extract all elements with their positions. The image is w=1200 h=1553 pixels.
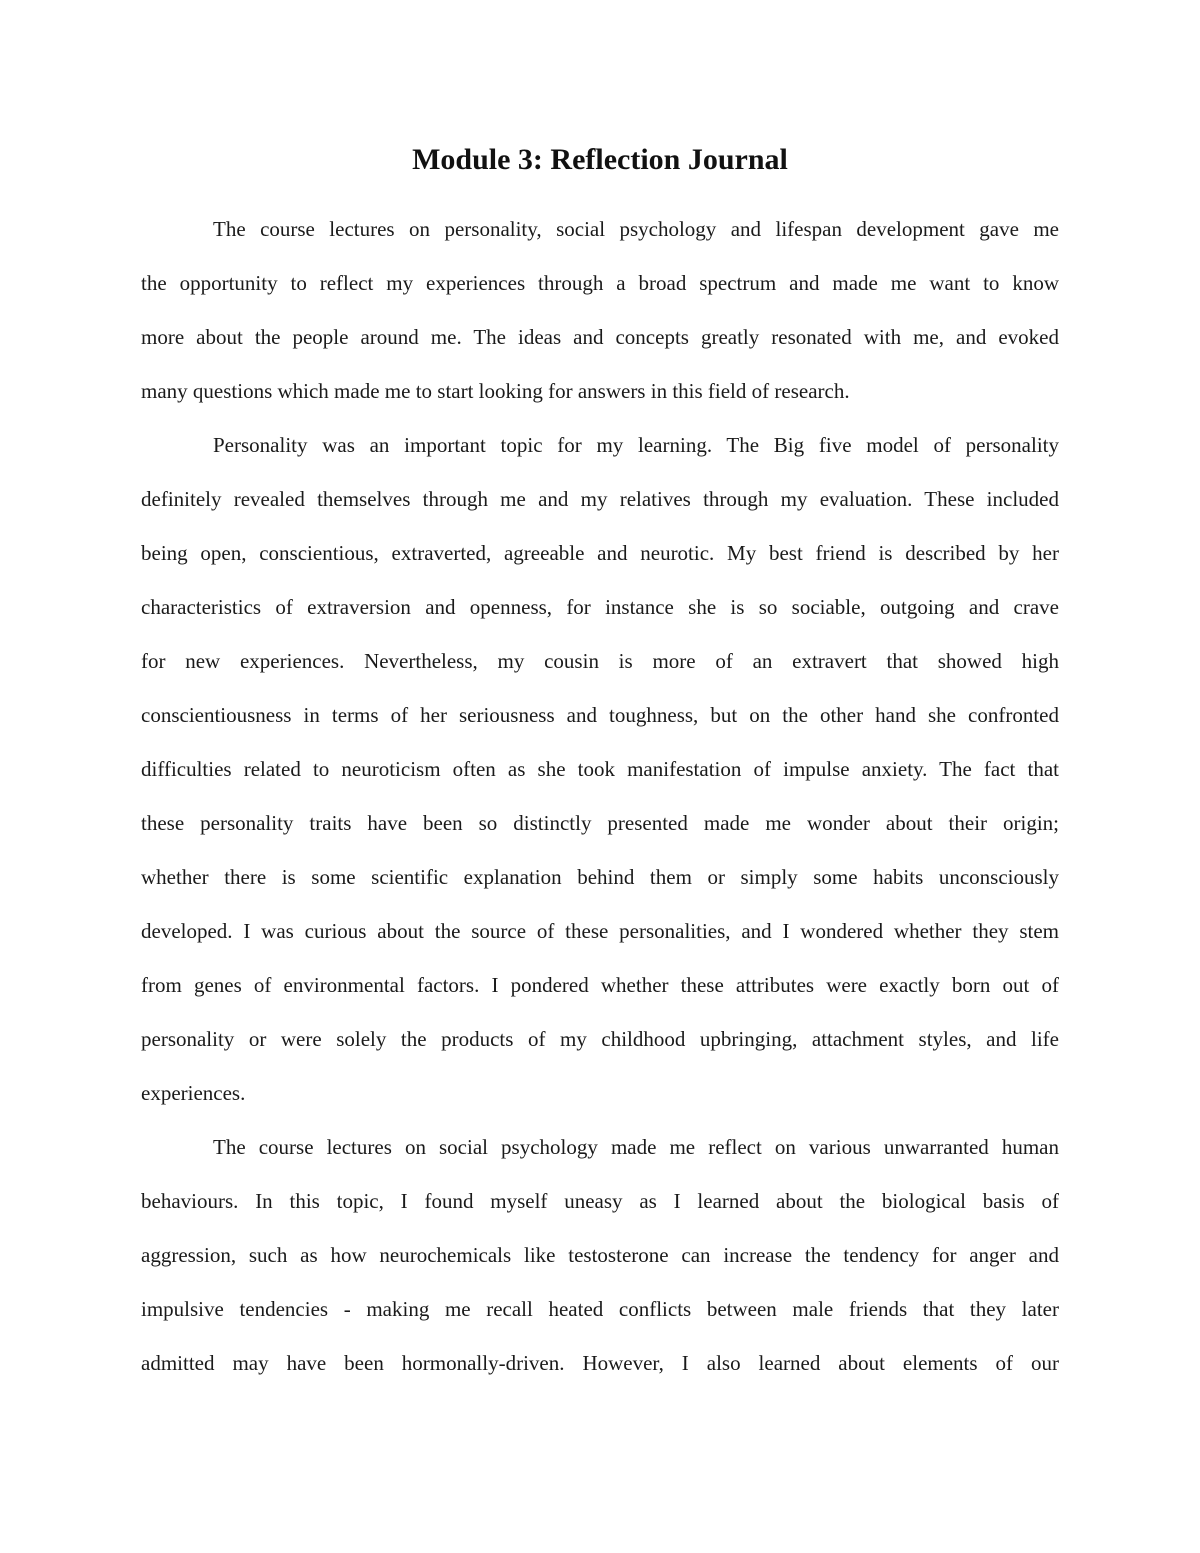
paragraph-2-line-9: whether there is some scientific explanation behind them or simply some habits unconsciously — [141, 865, 1059, 889]
paragraph-2-line-4: characteristics of extraversion and openness, for instance she is so sociable, outgoing and crave — [141, 595, 1059, 619]
paragraph-2-line-2: definitely revealed themselves through me and my relatives through my evaluation. These included — [141, 487, 1059, 511]
paragraph-2-line-7: difficulties related to neuroticism often as she took manifestation of impulse anxiety. The fact that — [141, 757, 1059, 781]
paragraph-3-line-5: admitted may have been hormonally-driven. However, I also learned about elements of our — [141, 1351, 1059, 1375]
paragraph-1-line-2: the opportunity to reflect my experiences through a broad spectrum and made me want to know — [141, 271, 1059, 295]
paragraph-2-line-8: these personality traits have been so distinctly presented made me wonder about their origin; — [141, 811, 1059, 835]
paragraph-3-line-4: impulsive tendencies - making me recall heated conflicts between male friends that they later — [141, 1297, 1059, 1321]
paragraph-1-line-4: many questions which made me to start looking for answers in this field of research. — [141, 379, 850, 403]
paragraph-2-line-6: conscientiousness in terms of her seriousness and toughness, but on the other hand she confronted — [141, 703, 1059, 727]
paragraph-3-line-1: The course lectures on social psychology made me reflect on various unwarranted human — [213, 1135, 1059, 1159]
paragraph-2-line-12: personality or were solely the products of my childhood upbringing, attachment styles, and life — [141, 1027, 1059, 1051]
paragraph-2-line-13: experiences. — [141, 1081, 246, 1105]
paragraph-2-line-10: developed. I was curious about the source of these personalities, and I wondered whether they stem — [141, 919, 1059, 943]
paragraph-3-line-3: aggression, such as how neurochemicals like testosterone can increase the tendency for anger and — [141, 1243, 1059, 1267]
paragraph-3-line-2: behaviours. In this topic, I found myself uneasy as I learned about the biological basis of — [141, 1189, 1059, 1213]
paragraph-2-line-1: Personality was an important topic for my learning. The Big five model of personality — [213, 433, 1059, 457]
paragraph-2-line-11: from genes of environmental factors. I pondered whether these attributes were exactly born out of — [141, 973, 1059, 997]
paragraph-1-line-3: more about the people around me. The ideas and concepts greatly resonated with me, and evoked — [141, 325, 1059, 349]
paragraph-2-line-5: for new experiences. Nevertheless, my cousin is more of an extravert that showed high — [141, 649, 1059, 673]
paragraph-1-line-1: The course lectures on personality, social psychology and lifespan development gave me — [213, 217, 1059, 241]
document-title: Module 3: Reflection Journal — [412, 143, 788, 176]
paragraph-2-line-3: being open, conscientious, extraverted, agreeable and neurotic. My best friend is described by her — [141, 541, 1059, 565]
